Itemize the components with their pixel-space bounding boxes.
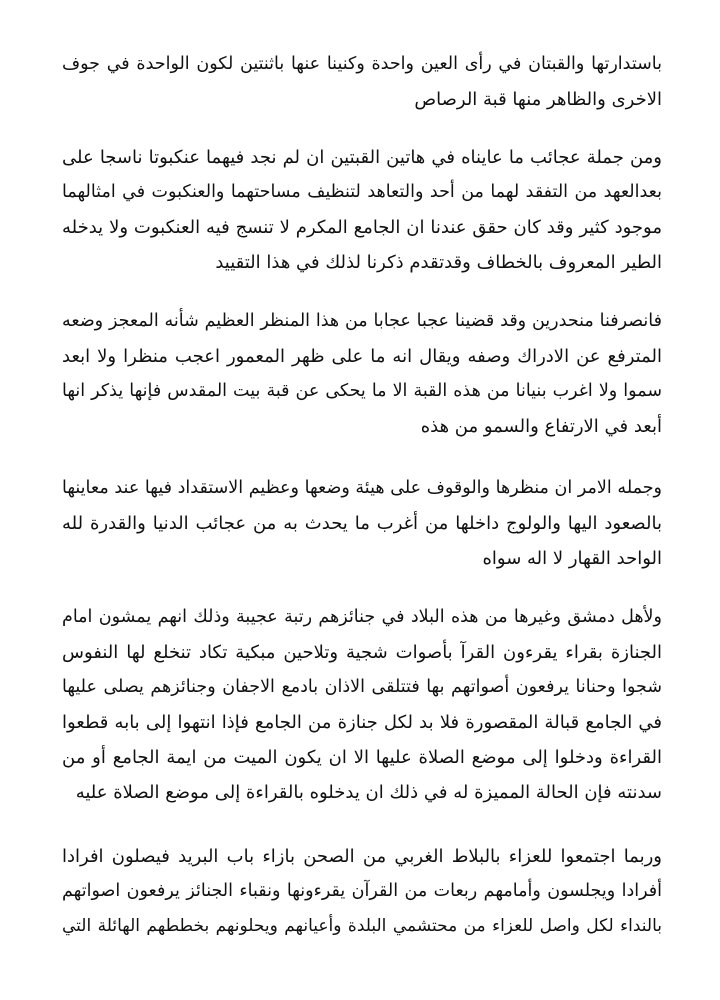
text-line: في الجامع قبالة المقصورة فلا بد لكل جنازة من الجامع فإذا انتهوا إلى بابه قطعوا (62, 712, 662, 733)
text-line: بعدالعهد من التفقد لهما من أحد والتعاهد لتنظيف مساحتهما والعنكبوت في امثالهما (62, 182, 662, 202)
text-line: الجنازة بقراء يقرءون القرآ بأصوات شجية وتلاحين مبكية تكاد تنخلع لها النفوس (62, 642, 662, 663)
text-line: الاخرى والظاهر منها قبة الرصاص (414, 89, 662, 110)
text-line: بالنداء لكل واصل للعزاء من محتشمي البلدة وأعيانهم ويحلونهم بخططهم الهائلة التي (62, 916, 662, 936)
text-line: موجود كثير وقد كان حقق عندنا ان الجامع المكرم لا تنسج فيه العنكبوت ولا يدخله (62, 217, 662, 238)
text-line: أفرادا ويجلسون وأمامهم ربعات من القرآن يقرءونها ونقباء الجنائز يرفعون اصواتهم (62, 881, 662, 901)
text-line: وربما اجتمعوا للعزاء بالبلاط الغربي من الصحن بازاء باب البريد فيصلون افرادا (62, 846, 662, 867)
paragraph-2 (62, 140, 662, 280)
text-line: بالصعود اليها والولوج داخلها من أغرب ما يحدث به من عجائب الدنيا والقدرة لله (62, 513, 662, 534)
text-line: الواحد القهار لا اله سواه (482, 548, 662, 569)
text-line: سموا ولا اغرب بنيانا من هذه القبة الا ما يحكى عن قبة بيت المقدس فإنها يذكر انها (62, 381, 662, 401)
text-line: وجمله الامر ان منظرها والوقوف على هيئة وضعها وعظيم الاستقداد فيها عند معاينها (62, 478, 662, 498)
text-line: ومن جملة عجائب ما عايناه في هاتين القبتين ان لم نجد فيهما عنكبوتا ناسجا على (62, 147, 662, 168)
text-line: شجوا وحنانا يرفعون أصواتهم بها فتتلقى الاذان بادمع الاجفان وجنائزهم يصلى عليها (62, 677, 662, 697)
text-line: الطير المعروف بالخطاف وقدتقدم ذكرنا لذلك في هذا التقييد (215, 252, 662, 273)
paragraph-1 (62, 47, 662, 117)
paragraph-3 (62, 304, 662, 444)
text-line: المترفع عن الادراك وصفه ويقال انه ما على ظهر المعمور اعجب منظرا ولا ابعد (62, 346, 662, 367)
text-line: أبعد في الارتفاع والسمو من هذه (420, 416, 662, 437)
text-line: سدنته فإن الحالة المميزة له في ذلك ان يدخلوه بالقراءة إلى موضع الصلاة عليه (75, 782, 662, 803)
text-line: القراءة ودخلوا إلى موضع الصلاة عليها الا ان يكون الميت من ايمة الجامع أو من (62, 747, 662, 768)
paragraph-4 (62, 471, 662, 576)
text-line: باستدارتها والقبتان في رأى العين واحدة وكنينا عنها باثنتين لكون الواحدة في جوف (62, 54, 662, 74)
text-line: ولأهل دمشق وغيرها من هذه البلاد في جنائزهم رتبة عجيبة وذلك انهم يمشون امام (62, 607, 662, 627)
paragraph-5 (62, 600, 662, 810)
text-line: فانصرفنا منحدرين وقد قضينا عجبا عجابا من هذا المنظر العظيم شأنه المعجز وضعه (62, 311, 662, 331)
paragraph-6 (62, 839, 662, 944)
